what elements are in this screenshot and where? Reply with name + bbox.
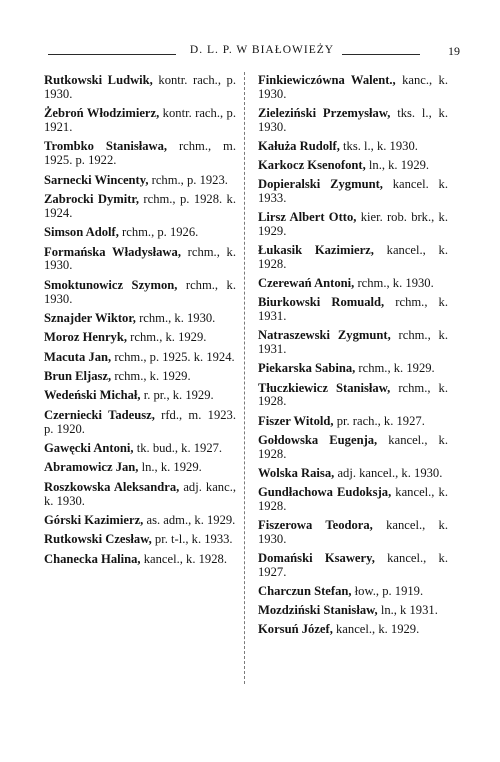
list-entry bbox=[44, 553, 236, 567]
entry-detail: ln., k 1931. bbox=[377, 603, 438, 618]
entry-name: Wedeński Michał, bbox=[44, 388, 141, 403]
entry-name: Żebroń Włodzimierz, bbox=[44, 106, 160, 121]
entry-name: Natraszewski Zygmunt, bbox=[258, 328, 391, 343]
entry-name: Gundłachowa Eudoksja, bbox=[258, 484, 392, 499]
entry-name: Rutkowski Czesław, bbox=[44, 532, 152, 547]
entry-detail: tk. bud., k. 1927. bbox=[133, 441, 223, 456]
list-entry bbox=[44, 514, 236, 528]
list-entry bbox=[258, 178, 448, 206]
entry-name: Sarnecki Wincenty, bbox=[44, 172, 149, 187]
list-entry bbox=[44, 461, 236, 475]
header-title: D. L. P. W BIAŁOWIEŻY bbox=[189, 44, 335, 56]
entry-detail: kancel. k. 1933. bbox=[258, 177, 448, 206]
list-entry bbox=[44, 409, 236, 437]
entry-detail: as. adm., k. 1929. bbox=[143, 513, 236, 528]
entry-name: Mozdziński Stanisław, bbox=[258, 603, 378, 618]
entry-detail: adj. kancel., k. 1930. bbox=[334, 465, 443, 480]
entry-name: Dopieralski Zygmunt, bbox=[258, 177, 383, 192]
entry-detail: kancel., k. 1928. bbox=[258, 243, 448, 272]
entry-detail: adj. kanc., k. 1930. bbox=[44, 479, 236, 508]
list-entry bbox=[258, 211, 448, 239]
list-entry bbox=[258, 552, 448, 580]
entry-detail: rchm., k. 1928. bbox=[258, 380, 449, 409]
header-rule-right bbox=[342, 54, 420, 55]
entry-detail: kancel., k. 1928. bbox=[258, 484, 448, 513]
entry-name: Abramowicz Jan, bbox=[44, 460, 139, 475]
entry-detail: pr. rach., k. 1927. bbox=[333, 413, 425, 428]
entry-detail: r. pr., k. 1929. bbox=[140, 388, 214, 403]
entry-name: Simson Adolf, bbox=[44, 225, 119, 240]
entry-name: Gołdowska Eugenja, bbox=[258, 432, 378, 447]
list-entry bbox=[258, 434, 448, 462]
right-column bbox=[258, 74, 448, 643]
entry-name: Górski Kazimierz, bbox=[44, 513, 144, 528]
list-entry bbox=[258, 486, 448, 514]
entry-name: Macuta Jan, bbox=[44, 349, 112, 364]
entry-name: Lirsz Albert Otto, bbox=[258, 210, 357, 225]
list-entry bbox=[44, 351, 236, 365]
list-entry bbox=[258, 159, 448, 173]
entry-detail: kancel., k. 1927. bbox=[258, 550, 448, 579]
list-entry bbox=[44, 226, 236, 240]
entry-detail: rchm., m. 1925. p. 1922. bbox=[44, 139, 236, 168]
entry-name: Gawęcki Antoni, bbox=[44, 441, 134, 456]
list-entry bbox=[44, 107, 236, 135]
entry-detail: ln., k. 1929. bbox=[138, 460, 202, 475]
list-entry bbox=[44, 174, 236, 188]
entry-name: Roszkowska Aleksandra, bbox=[44, 479, 180, 494]
entry-detail: tks. l., k. 1930. bbox=[339, 138, 418, 153]
entry-name: Karkocz Ksenofont, bbox=[258, 158, 366, 173]
entry-name: Rutkowski Ludwik, bbox=[44, 73, 153, 87]
entry-detail: kier. rob. brk., k. 1929. bbox=[258, 210, 448, 239]
entry-detail: rchm., k. 1931. bbox=[258, 295, 448, 324]
list-entry bbox=[258, 362, 448, 376]
header-rule-left bbox=[48, 54, 176, 55]
entry-detail: rchm., k. 1930. bbox=[135, 310, 216, 325]
entry-detail: tks. l., k. 1930. bbox=[258, 105, 448, 134]
list-entry bbox=[258, 585, 448, 599]
entry-name: Sznajder Wiktor, bbox=[44, 310, 136, 325]
entry-name: Piekarska Sabina, bbox=[258, 361, 356, 376]
entry-detail: kancel., k. 1928. bbox=[140, 551, 227, 566]
entry-detail: rchm., k. 1930. bbox=[354, 276, 434, 291]
entry-detail: kancel., k. 1928. bbox=[258, 432, 448, 461]
entry-name: Fiszer Witold, bbox=[258, 413, 334, 428]
entry-detail: rchm., k. 1930. bbox=[44, 244, 237, 273]
entry-detail: kancel., k. 1929. bbox=[332, 622, 420, 637]
list-entry bbox=[44, 140, 236, 168]
entry-detail: kanc., k. 1930. bbox=[258, 73, 448, 101]
entry-detail: kontr. rach., p. 1930. bbox=[44, 73, 236, 101]
entry-name: Kałuża Rudolf, bbox=[258, 138, 340, 153]
list-entry bbox=[44, 533, 236, 547]
left-column bbox=[44, 74, 236, 572]
list-entry bbox=[258, 107, 448, 135]
list-entry bbox=[258, 296, 448, 324]
list-entry bbox=[258, 467, 448, 481]
list-entry bbox=[44, 442, 236, 456]
column-divider bbox=[244, 72, 245, 684]
entry-name: Korsuń Józef, bbox=[258, 622, 333, 637]
entry-name: Finkiewiczówna Walent., bbox=[258, 73, 396, 87]
entry-detail: rchm., k. 1929. bbox=[355, 361, 435, 376]
entry-detail: rchm., k. 1929. bbox=[127, 330, 207, 345]
entry-name: Smoktunowicz Szymon, bbox=[44, 277, 178, 292]
entry-name: Trombko Stanisława, bbox=[44, 139, 168, 154]
entry-name: Charczun Stefan, bbox=[258, 583, 352, 598]
entry-detail: rchm., p. 1928. k. 1924. bbox=[44, 191, 236, 220]
entry-name: Zieleziński Przemysław, bbox=[258, 105, 391, 120]
entry-detail: ln., k. 1929. bbox=[365, 158, 430, 173]
entry-name: Moroz Henryk, bbox=[44, 330, 128, 345]
entry-name: Łukasik Kazimierz, bbox=[258, 243, 374, 258]
entry-name: Formańska Władysława, bbox=[44, 244, 181, 259]
entry-name: Czerniecki Tadeusz, bbox=[44, 407, 155, 422]
entry-name: Fiszerowa Teodora, bbox=[258, 517, 373, 532]
entry-detail: rchm., p. 1925. k. 1924. bbox=[111, 349, 235, 364]
list-entry bbox=[44, 246, 236, 274]
list-entry bbox=[258, 74, 448, 102]
list-entry bbox=[44, 331, 236, 345]
entry-name: Wolska Raisa, bbox=[258, 465, 335, 480]
entry-detail: rchm., k. 1930. bbox=[44, 277, 236, 306]
entry-name: Brun Eljasz, bbox=[44, 369, 112, 384]
entry-detail: łow., p. 1919. bbox=[351, 583, 424, 598]
entry-detail: rchm., p. 1923. bbox=[148, 172, 228, 187]
running-header bbox=[40, 42, 460, 62]
list-entry bbox=[258, 604, 448, 618]
entry-name: Tłuczkiewicz Stanisław, bbox=[258, 380, 391, 395]
list-entry bbox=[258, 623, 448, 637]
list-entry bbox=[258, 277, 448, 291]
entry-detail: rchm., k. 1931. bbox=[258, 328, 448, 357]
list-entry bbox=[44, 279, 236, 307]
list-entry bbox=[44, 312, 236, 326]
list-entry bbox=[258, 519, 448, 547]
list-entry bbox=[258, 382, 448, 410]
entry-detail: pr. t-l., k. 1933. bbox=[151, 532, 233, 547]
entry-name: Chanecka Halina, bbox=[44, 551, 141, 566]
list-entry bbox=[44, 193, 236, 221]
entry-name: Czerewań Antoni, bbox=[258, 276, 355, 291]
list-entry bbox=[258, 415, 448, 429]
entry-detail: rchm., p. 1926. bbox=[118, 225, 199, 240]
list-entry bbox=[44, 74, 236, 102]
list-entry bbox=[44, 370, 236, 384]
entry-name: Biurkowski Romuald, bbox=[258, 295, 385, 310]
entry-detail: kontr. rach., p. 1921. bbox=[44, 106, 236, 134]
list-entry bbox=[258, 140, 448, 154]
entry-detail: kancel., k. 1930. bbox=[258, 517, 448, 546]
entry-name: Zabrocki Dymitr, bbox=[44, 191, 140, 206]
list-entry bbox=[258, 329, 448, 357]
list-entry bbox=[44, 389, 236, 403]
list-entry bbox=[44, 481, 236, 509]
list-entry bbox=[258, 244, 448, 272]
entry-name: Domański Ksawery, bbox=[258, 550, 375, 565]
entry-detail: rfd., m. 1923. p. 1920. bbox=[44, 407, 236, 436]
entry-detail: rchm., k. 1929. bbox=[111, 369, 191, 384]
page-number: 19 bbox=[448, 44, 460, 58]
